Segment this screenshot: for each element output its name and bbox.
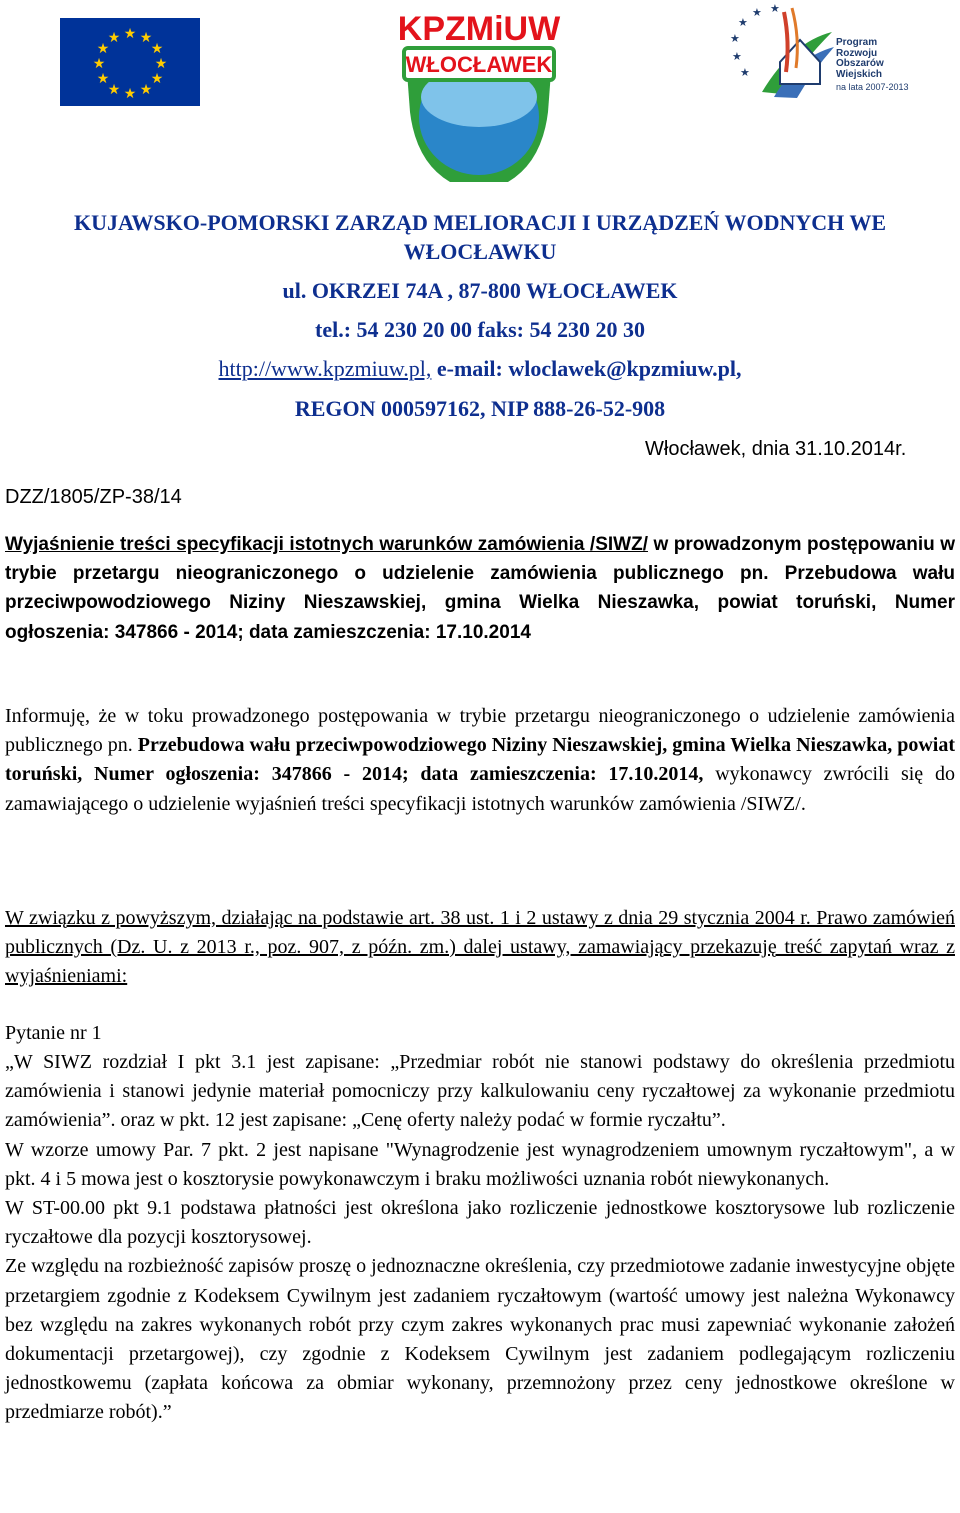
prow-line: Program	[836, 37, 878, 48]
reference-number: DZZ/1805/ZP-38/14	[5, 486, 182, 508]
inform-start: Informuję, że w toku prowadzonego postępowania w trybie przetargu nieograniczonego o udzielenie zamówienia publicznego pn.	[5, 705, 955, 757]
svg-text:★: ★	[150, 71, 164, 87]
institution-contact	[0, 356, 960, 382]
question-paragraph: W wzorze umowy Par. 7 pkt. 2 jest napisane "Wynagrodzenie jest wynagrodzeniem umownym ryczałtowym", a w pkt. 4 i 5 mowa jest o kosztorysie powykonawczym i braku możliwości uznania robót niewykonanych.	[5, 1138, 955, 1190]
prow-line: Wiejskich	[836, 68, 883, 80]
svg-text:★: ★	[770, 2, 780, 15]
subject-underlined: Wyjaśnienie treści specyfikacji istotnych warunków zamówienia /SIWZ/	[5, 534, 648, 555]
svg-text:★: ★	[107, 82, 121, 98]
svg-text:★: ★	[92, 56, 106, 72]
inform-paragraph	[5, 702, 955, 819]
email-text: e-mail: wloclawek@kpzmiuw.pl,	[431, 356, 742, 381]
svg-text:★: ★	[96, 41, 110, 57]
inform-end: wykonawcy zwrócili się do zamawiającego o udzielenie wyjaśnień treści specyfikacji istotnych warunków zamówienia /SIWZ/.	[5, 763, 955, 815]
svg-text:★: ★	[154, 56, 168, 72]
inform-bold: Przebudowa wału przeciwpowodziowego Niziny Nieszawskiej, gmina Wielka Nieszawka, powiat toruński, Numer ogłoszenia: 347866 - 2014; data zamieszczenia: 17.10.2014,	[5, 734, 955, 786]
institution-name: KUJAWSKO-POMORSKI ZARZĄD MELIORACJI I URZĄDZEŃ WODNYCH WE WŁOCŁAWKU	[73, 210, 887, 264]
question-body	[5, 1048, 955, 1428]
prow-line: Obszarów	[836, 58, 884, 69]
subject-rest: w prowadzonym postępowaniu w trybie przetargu nieograniczonego o udzielenie zamówienia publicznego pn. Przebudowa wału przeciwpowodziowego Niziny Nieszawskiej, gmina Wielka Nieszawka, powiat toruński, Numer ogłoszenia: 347866 - 2014; data zamieszczenia: 17.10.2014	[5, 534, 956, 643]
eu-flag-icon	[60, 18, 200, 106]
legal-basis-paragraph: W związku z powyższym, działając na podstawie art. 38 ust. 1 i 2 ustawy z dnia 29 stycznia 2004 r. Prawo zamówień publicznych (Dz. U. z 2013 r., poz. 907, z późn. zm.) dalej ustawy, zamawiający przekazuję treść zapytań wraz z wyjaśnieniami:	[5, 907, 955, 988]
svg-text:★: ★	[96, 71, 110, 87]
svg-text:★: ★	[123, 26, 137, 42]
svg-text:★: ★	[752, 6, 762, 19]
question-paragraph: W ST-00.00 pkt 9.1 podstawa płatności jest określona jako rozliczenie jednostkowe kosztorysowe lub rozliczenie ryczałtowe dla pozycji kosztorysowej.	[5, 1197, 955, 1249]
kpz-logo-text-bottom: WŁOCŁAWEK	[405, 52, 553, 77]
svg-text:★: ★	[740, 66, 750, 79]
prow-text	[836, 38, 884, 80]
institution-phone: tel.: 54 230 20 00 faks: 54 230 20 30	[315, 317, 645, 342]
svg-text:★: ★	[139, 82, 153, 98]
question-heading: Pytanie nr 1	[5, 1022, 102, 1044]
institution-regon: REGON 000597162, NIP 888-26-52-908	[294, 396, 666, 421]
svg-text:★: ★	[732, 50, 742, 63]
city-date: Włocławek, dnia 31.10.2014r.	[645, 438, 907, 460]
svg-text:★: ★	[150, 41, 164, 57]
svg-text:★: ★	[139, 30, 153, 46]
svg-text:★: ★	[730, 32, 740, 45]
svg-text:★: ★	[123, 86, 137, 102]
question-paragraph: Ze względu na rozbieżność zapisów proszę o jednoznaczne określenia, czy przedmiotowe zadanie inwestycyjne objęte przetargiem zgodnie z Kodeksem Cywilnym jest zadaniem ryczałtowym (wartość umowy jest należna Wykonawcy bez względu na zakres wykonanych robót przy czym zakres wykonanych prac musi zapewniać wykonanie założeń dokumentacji przetargowej), czy zgodnie z Kodeksem Cywilnym jest zadaniem podlegającym rozliczeniu jednostkowemu (zapłata końcowa za obmiar wykonany, przemnożony przez ceny jednostkowe określone w przedmiarze robót).”	[5, 1255, 955, 1424]
website-link[interactable]: http://www.kpzmiuw.pl,	[218, 356, 432, 381]
svg-text:★: ★	[107, 30, 121, 46]
institution-address: ul. OKRZEI 74A , 87-800 WŁOCŁAWEK	[282, 278, 678, 303]
prow-line: Rozwoju	[836, 47, 878, 59]
question-paragraph: „W SIWZ rozdział I pkt 3.1 jest zapisane: „Przedmiar robót nie stanowi podstawy do określenia przedmiotu zamówienia i stanowi jedynie materiał pomocniczy przy kalkulowaniu ceny ryczałtowej za wykonanie przedmiotu zamówienia”. oraz w pkt. 12 jest zapisane: „Cenę oferty należy podać w formie ryczałtu”.	[5, 1051, 955, 1132]
logo-row	[0, 0, 960, 190]
kpzmiuw-logo	[390, 2, 568, 190]
kpz-logo-text-top: KPZMiUW	[397, 10, 561, 48]
subject-paragraph	[5, 530, 955, 647]
prow-years: na lata 2007-2013	[836, 82, 909, 92]
svg-text:★: ★	[738, 16, 748, 29]
